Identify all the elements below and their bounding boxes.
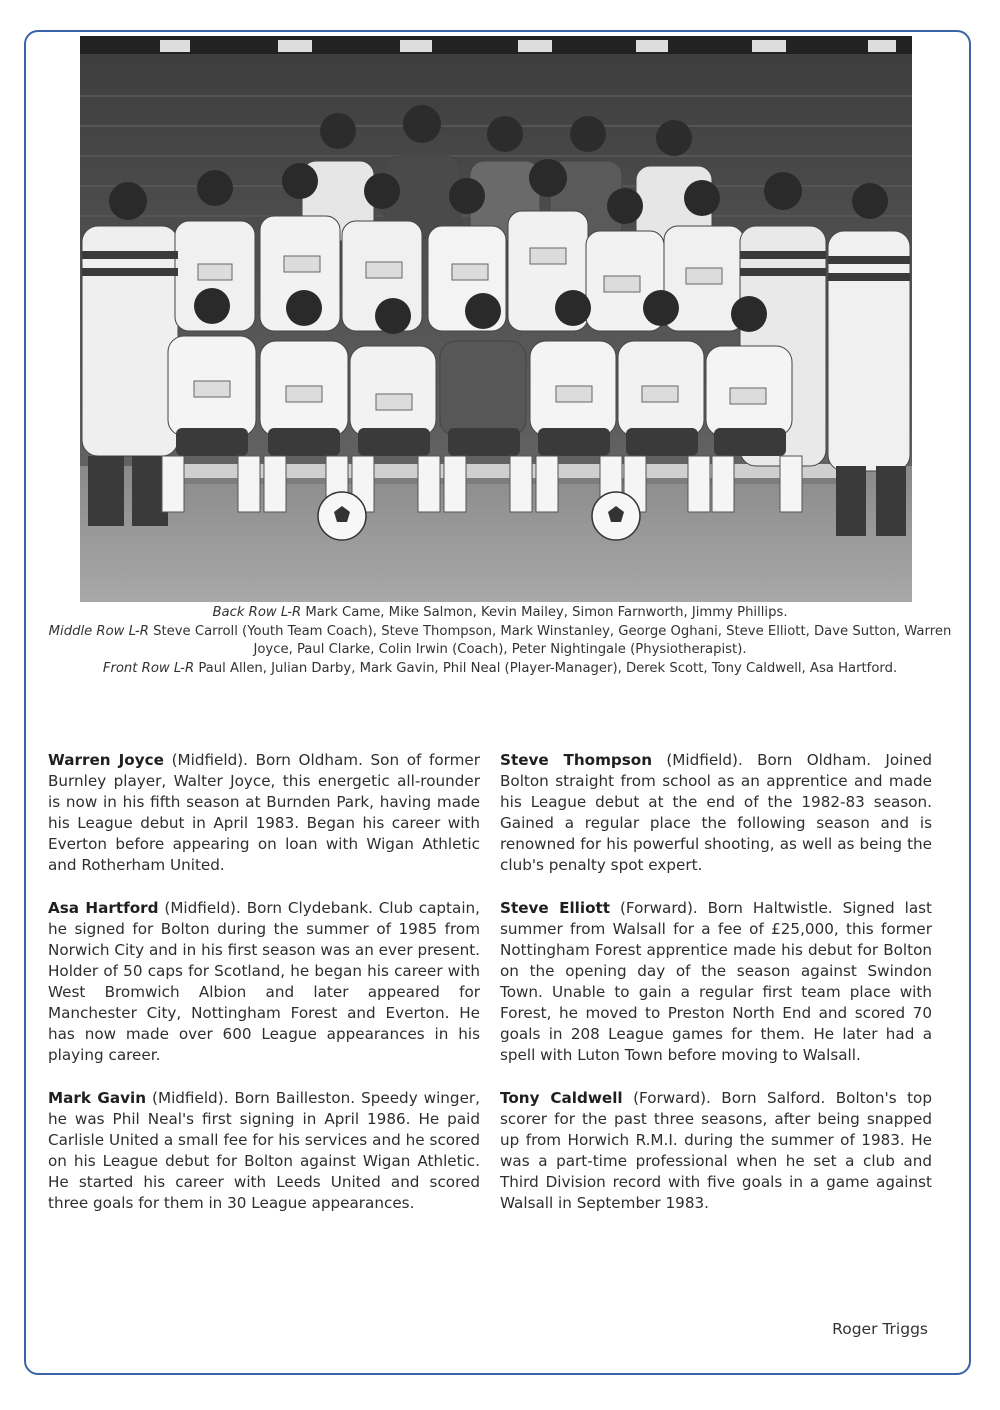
bio-warren-joyce — [48, 750, 480, 876]
bio-text: (Midfield). Born Oldham. Son of former Burnley player, Walter Joyce, this energetic all-rounder is now in his fifth season at Burnden Park, having made his League debut in April 1983. Began his career with Everton before appearing on loan with Wigan Athletic and Rotherham United. — [48, 751, 480, 874]
caption-front-row-label: Front Row L-R — [102, 660, 195, 676]
left-column — [48, 750, 480, 1236]
team-photo-illustration — [80, 36, 912, 602]
bio-tony-caldwell — [500, 1088, 932, 1214]
right-column — [500, 750, 932, 1236]
caption-middle-row — [48, 623, 952, 660]
caption-front-row — [48, 660, 952, 679]
caption-back-row-label: Back Row L-R — [212, 605, 302, 620]
bio-name: Tony Caldwell — [500, 1089, 623, 1107]
bio-text: (Forward). Born Haltwistle. Signed last summer from Walsall for a fee of £25,000, this former Nottingham Forest apprentice made his debut for Bolton on the opening day of the season against Swindon Town. Unable to gain a regular first team place with Forest, he moved to Preston North End and scored 70 goals in 208 League games for them. He later had a spell with Luton Town before moving to Walsall. — [500, 899, 932, 1064]
bio-name: Steve Thompson — [500, 751, 653, 769]
caption-middle-row-label: Middle Row L-R — [48, 623, 149, 639]
bio-mark-gavin — [48, 1088, 480, 1214]
bio-steve-thompson — [500, 750, 932, 876]
bio-name: Steve Elliott — [500, 899, 611, 917]
bio-asa-hartford — [48, 898, 480, 1066]
photo-caption — [48, 604, 952, 678]
team-photograph — [80, 36, 912, 602]
bio-text: (Midfield). Born Clydebank. Club captain, he signed for Bolton during the summer of 1985 from Norwich City and in his first season was an ever present. Holder of 50 caps for Scotland, he began his career with West Bromwich Albion and later appeared for Manchester City, Nottingham Forest and Everton. He has now made over 600 League appearances in his playing career. — [48, 899, 480, 1064]
bio-name: Warren Joyce — [48, 751, 164, 769]
caption-back-row — [48, 604, 952, 623]
bio-text: (Forward). Born Salford. Bolton's top scorer for the past three seasons, after being snapped up from Horwich R.M.I. during the summer of 1983. He was a part-time professional when he set a club and Third Division record with five goals in a game against Walsall in September 1983. — [500, 1089, 932, 1212]
caption-front-row-names: Paul Allen, Julian Darby, Mark Gavin, Phil Neal (Player-Manager), Derek Scott, Tony Caldwell, Asa Hartford. — [198, 660, 898, 676]
bio-steve-elliott — [500, 898, 932, 1066]
bio-text: (Midfield). Born Bailleston. Speedy winger, he was Phil Neal's first signing in April 1986. He paid Carlisle United a small fee for his services and he scored on his League debut for Bolton against Wigan Athletic. He started his career with Leeds United and scored three goals for them in 30 League appearances. — [48, 1089, 480, 1212]
bio-text: (Midfield). Born Oldham. Joined Bolton straight from school as an apprentice and made his League debut at the end of the 1982-83 season. Gained a regular place the following season and is renowned for his powerful shooting, as well as being the club's penalty spot expert. — [500, 751, 932, 874]
bio-name: Asa Hartford — [48, 899, 159, 917]
caption-back-row-names: Mark Came, Mike Salmon, Kevin Mailey, Simon Farnworth, Jimmy Phillips. — [305, 605, 788, 620]
author-byline: Roger Triggs — [832, 1320, 928, 1338]
bio-name: Mark Gavin — [48, 1089, 147, 1107]
caption-middle-row-names: Steve Carroll (Youth Team Coach), Steve Thompson, Mark Winstanley, George Oghani, Steve Elliott, Dave Sutton, Warren Joyce, Paul Clarke, Colin Irwin (Coach), Peter Nightingale (Physiotherapist). — [153, 623, 952, 658]
